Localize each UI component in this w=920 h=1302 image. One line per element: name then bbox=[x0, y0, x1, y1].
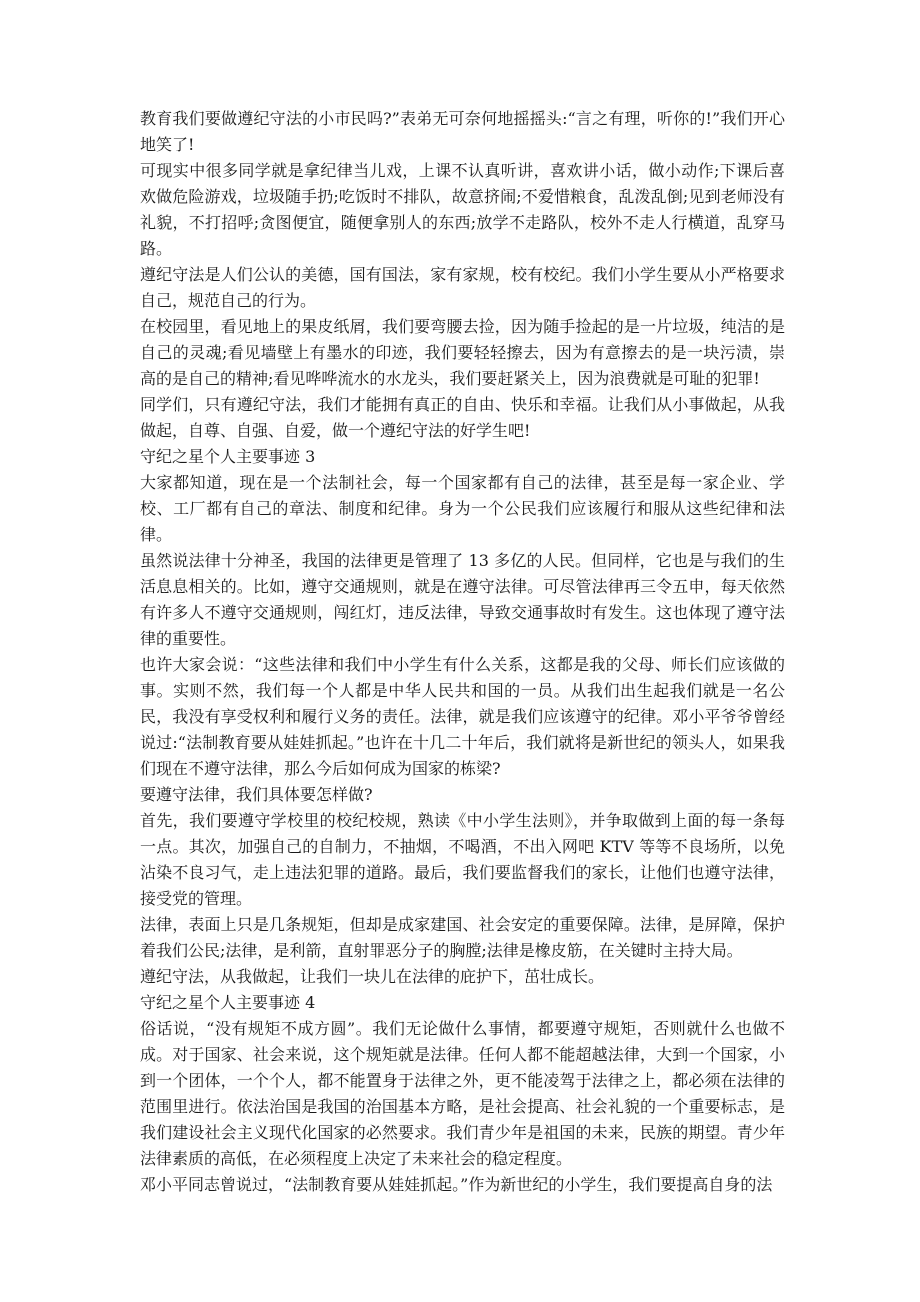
paragraph-10: 首先，我们要遵守学校里的校纪校规，熟读《中小学生法则》，并争取做到上面的每一条每一点。其次，加强自己的自制力，不抽烟，不喝酒，不出入网吧 KTV 等等不良场所，以免沾染不良习气，走上违法犯罪的道路。最后，我们要监督我们的家长，让他们也遵守法律，接受党的管理。 bbox=[140, 811, 785, 908]
paragraph-9: 要遵守法律，我们具体要怎样做? bbox=[140, 785, 373, 804]
paragraph-4: 在校园里，看见地上的果皮纸屑，我们要弯腰去捡，因为随手捡起的是一片垃圾，纯洁的是自己的灵魂;看见墙壁上有墨水的印迹，我们要轻轻擦去，因为有意擦去的是一块污渍，崇高的是自己的精神;看见哗哗流水的水龙头，我们要赶紧关上，因为浪费就是可耻的犯罪! bbox=[140, 317, 785, 388]
paragraph-7: 虽然说法律十分神圣，我国的法律更是管理了 13 多亿的人民。但同样，它也是与我们的生活息息相关的。比如，遵守交通规则，就是在遵守法律。可尽管法律再三令五申，每天依然有许多人不遵守交通规则，闯红灯，违反法律，导致交通事故时有发生。这也体现了遵守法律的重要性。 bbox=[140, 551, 785, 648]
section-heading-4: 守纪之星个人主要事迹 4 bbox=[140, 993, 316, 1012]
paragraph-13: 俗话说，“没有规矩不成方圆”。我们无论做什么事情，都要遵守规矩，否则就什么也做不成。对于国家、社会来说，这个规矩就是法律。任何人都不能超越法律，大到一个国家，小到一个团体，一个个人，都不能置身于法律之外，更不能凌驾于法律之上，都必须在法律的范围里进行。依法治国是我国的治国基本方略，是社会提高、社会礼貌的一个重要标志，是我们建设社会主义现代化国家的必然要求。我们青少年是祖国的未来，民族的期望。青少年法律素质的高低，在必须程度上决定了未来社会的稳定程度。 bbox=[140, 1019, 785, 1168]
document-body bbox=[140, 106, 785, 1198]
paragraph-8: 也许大家会说：“这些法律和我们中小学生有什么关系，这都是我的父母、师长们应该做的事。实则不然，我们每一个人都是中华人民共和国的一员。从我们出生起我们就是一名公民，我没有享受权利和履行义务的责任。法律，就是我们应该遵守的纪律。邓小平爷爷曾经说过:“法制教育要从娃娃抓起。”也许在十几二十年后，我们就将是新世纪的领头人，如果我们现在不遵守法律，那么今后如何成为国家的栋梁? bbox=[140, 655, 785, 778]
section-heading-3: 守纪之星个人主要事迹 3 bbox=[140, 447, 316, 466]
paragraph-12: 遵纪守法，从我做起，让我们一块儿在法律的庇护下，茁壮成长。 bbox=[140, 967, 605, 986]
paragraph-5: 同学们，只有遵纪守法，我们才能拥有真正的自由、快乐和幸福。让我们从小事做起，从我做起，自尊、自强、自爱，做一个遵纪守法的好学生吧! bbox=[140, 395, 785, 440]
paragraph-14: 邓小平同志曾说过，“法制教育要从娃娃抓起。”作为新世纪的小学生，我们要提高自身的法 bbox=[140, 1175, 773, 1194]
paragraph-3: 遵纪守法是人们公认的美德，国有国法，家有家规，校有校纪。我们小学生要从小严格要求自己，规范自己的行为。 bbox=[140, 265, 785, 310]
paragraph-1: 教育我们要做遵纪守法的小市民吗?”表弟无可奈何地摇摇头:“言之有理，听你的!”我们开心地笑了! bbox=[140, 109, 785, 154]
paragraph-6: 大家都知道，现在是一个法制社会，每一个国家都有自己的法律，甚至是每一家企业、学校、工厂都有自己的章法、制度和纪律。身为一个公民我们应该履行和服从这些纪律和法律。 bbox=[140, 473, 785, 544]
paragraph-11: 法律，表面上只是几条规矩，但却是成家建国、社会安定的重要保障。法律，是屏障，保护着我们公民;法律，是利箭，直射罪恶分子的胸膛;法律是橡皮筋，在关键时主持大局。 bbox=[140, 915, 785, 960]
paragraph-2: 可现实中很多同学就是拿纪律当儿戏，上课不认真听讲，喜欢讲小话，做小动作;下课后喜欢做危险游戏，垃圾随手扔;吃饭时不排队，故意挤闹;不爱惜粮食，乱泼乱倒;见到老师没有礼貌，不打招呼;贪图便宜，随便拿别人的东西;放学不走路队，校外不走人行横道，乱穿马路。 bbox=[140, 161, 785, 258]
